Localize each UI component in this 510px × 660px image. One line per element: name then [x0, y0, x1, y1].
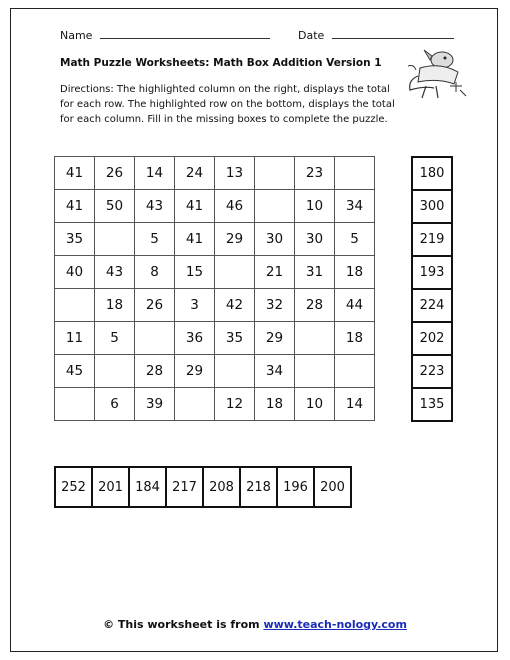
grid-cell: 29 [175, 355, 215, 388]
row-total-cell: 180 [412, 157, 452, 190]
grid-cell: 18 [335, 256, 375, 289]
grid-cell-blank[interactable] [295, 355, 335, 388]
grid-cell-blank[interactable] [55, 388, 95, 421]
grid-row [55, 223, 375, 256]
column-total-cell: 196 [277, 467, 314, 507]
grid-cell: 41 [55, 190, 95, 223]
row-total-cell: 300 [412, 190, 452, 223]
grid-cell: 43 [135, 190, 175, 223]
grid-cell-blank[interactable] [55, 289, 95, 322]
grid-cell: 3 [175, 289, 215, 322]
grid-cell-blank[interactable] [335, 355, 375, 388]
grid-cell: 29 [255, 322, 295, 355]
name-label: Name [60, 29, 93, 42]
name-field[interactable] [60, 28, 270, 42]
footer-credit [0, 618, 510, 631]
column-total-cell: 252 [55, 467, 92, 507]
column-total-cell: 217 [166, 467, 203, 507]
footer-text: © This worksheet is from [103, 618, 264, 631]
grid-cell: 36 [175, 322, 215, 355]
grid-cell: 29 [215, 223, 255, 256]
date-label: Date [298, 29, 325, 42]
column-total-cell: 200 [314, 467, 351, 507]
grid-cell: 18 [335, 322, 375, 355]
grid-cell: 5 [95, 322, 135, 355]
grid-row [55, 190, 375, 223]
grid-cell: 32 [255, 289, 295, 322]
grid-cell-blank[interactable] [95, 223, 135, 256]
grid-cell: 41 [175, 190, 215, 223]
teach-nology-link[interactable]: www.teach-nology.com [263, 618, 407, 631]
grid-cell: 50 [95, 190, 135, 223]
grid-cell: 30 [255, 223, 295, 256]
grid-cell: 26 [95, 157, 135, 190]
grid-cell: 5 [135, 223, 175, 256]
grid-cell: 45 [55, 355, 95, 388]
column-total-cell: 208 [203, 467, 240, 507]
worksheet-title: Math Puzzle Worksheets: Math Box Addition Version 1 [60, 57, 382, 69]
grid-cell: 34 [255, 355, 295, 388]
grid-cell: 41 [55, 157, 95, 190]
grid-row [55, 388, 375, 421]
column-total-cell: 201 [92, 467, 129, 507]
grid-cell: 18 [255, 388, 295, 421]
grid-cell: 13 [215, 157, 255, 190]
grid-cell: 23 [295, 157, 335, 190]
grid-cell: 42 [215, 289, 255, 322]
grid-cell-blank[interactable] [175, 388, 215, 421]
grid-cell: 35 [215, 322, 255, 355]
row-total-cell: 224 [412, 289, 452, 322]
grid-cell: 28 [135, 355, 175, 388]
grid-cell: 14 [135, 157, 175, 190]
puzzle-grid [54, 156, 375, 421]
grid-row [55, 256, 375, 289]
grid-row [55, 355, 375, 388]
grid-row [55, 157, 375, 190]
grid-cell: 30 [295, 223, 335, 256]
grid-cell-blank[interactable] [135, 322, 175, 355]
grid-cell: 44 [335, 289, 375, 322]
date-field[interactable] [298, 28, 454, 42]
grid-cell: 6 [95, 388, 135, 421]
column-totals-row [54, 466, 352, 508]
grid-cell: 28 [295, 289, 335, 322]
grid-cell: 21 [255, 256, 295, 289]
grid-cell-blank[interactable] [255, 190, 295, 223]
grid-cell: 10 [295, 388, 335, 421]
grid-cell: 8 [135, 256, 175, 289]
column-total-cell: 218 [240, 467, 277, 507]
grid-cell: 40 [55, 256, 95, 289]
grid-cell: 11 [55, 322, 95, 355]
grid-cell-blank[interactable] [295, 322, 335, 355]
row-total-cell: 193 [412, 256, 452, 289]
grid-cell: 5 [335, 223, 375, 256]
grid-cell: 24 [175, 157, 215, 190]
grid-cell: 31 [295, 256, 335, 289]
row-total-cell: 135 [412, 388, 452, 421]
grid-cell: 46 [215, 190, 255, 223]
grid-cell: 12 [215, 388, 255, 421]
grid-row [55, 322, 375, 355]
grid-cell: 10 [295, 190, 335, 223]
grid-cell-blank[interactable] [95, 355, 135, 388]
grid-cell: 26 [135, 289, 175, 322]
row-totals-column [411, 156, 453, 422]
date-blank-line[interactable] [332, 28, 454, 39]
row-total-cell: 202 [412, 322, 452, 355]
directions-text: Directions: The highlighted column on the right, displays the total for each row. The highlighted row on the bottom, displays the total for each column. Fill in the missing boxes to complete the puzzle. [60, 84, 395, 125]
row-total-cell: 223 [412, 355, 452, 388]
grid-row [55, 289, 375, 322]
grid-cell: 14 [335, 388, 375, 421]
grid-cell-blank[interactable] [335, 157, 375, 190]
row-total-cell: 219 [412, 223, 452, 256]
grid-cell-blank[interactable] [215, 355, 255, 388]
grid-cell: 35 [55, 223, 95, 256]
grid-cell: 18 [95, 289, 135, 322]
grid-cell: 15 [175, 256, 215, 289]
grid-cell-blank[interactable] [215, 256, 255, 289]
column-total-cell: 184 [129, 467, 166, 507]
grid-cell: 34 [335, 190, 375, 223]
grid-cell: 41 [175, 223, 215, 256]
cartoon-dog-mascot-icon [404, 46, 468, 104]
name-blank-line[interactable] [100, 28, 270, 39]
grid-cell: 39 [135, 388, 175, 421]
grid-cell-blank[interactable] [255, 157, 295, 190]
grid-cell: 43 [95, 256, 135, 289]
